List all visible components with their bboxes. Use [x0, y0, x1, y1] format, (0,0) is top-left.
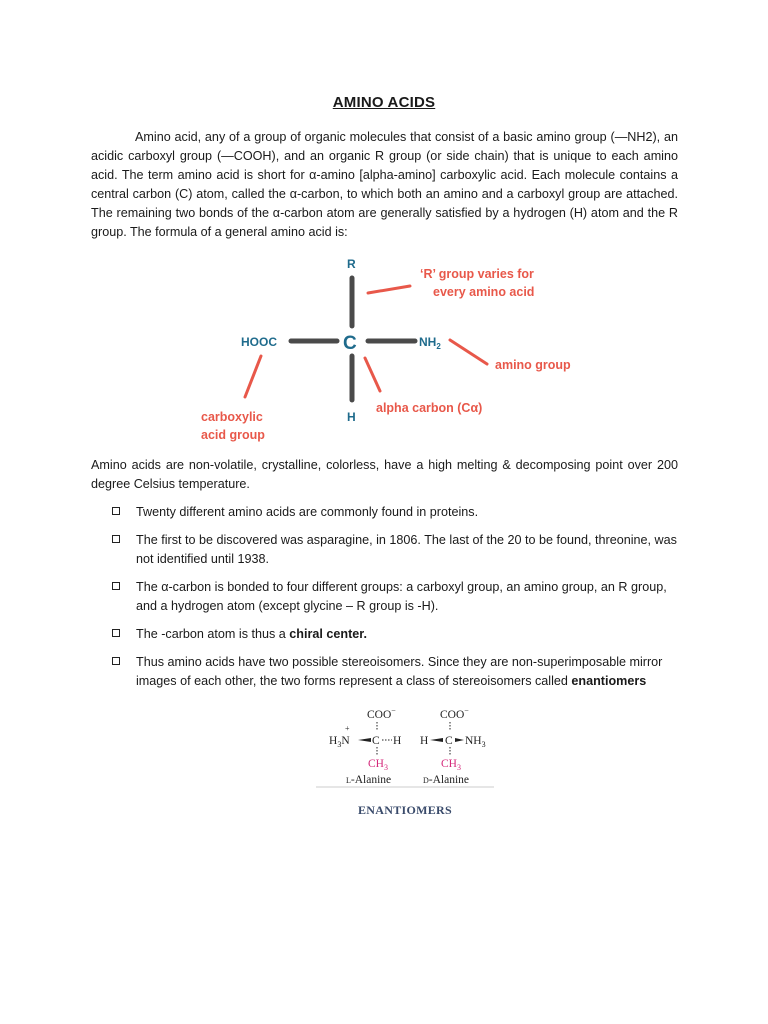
list-item-bold: enantiomers	[571, 674, 647, 688]
l-ch3: $CH_3$	[368, 758, 388, 772]
group-hooc: HOOC	[241, 335, 277, 349]
pointer-alpha	[365, 358, 380, 391]
enantiomers-figure	[312, 700, 502, 790]
alpha-carbon-note: alpha carbon (Cα)	[376, 401, 483, 415]
d-coo: COO−	[440, 706, 469, 721]
checkbox-bullet-icon	[112, 535, 120, 543]
list-item	[112, 578, 680, 616]
list-item	[112, 503, 680, 522]
list-item-text: The α-carbon is bonded to four different groups: a carboxyl group, an amino group, an R group, and a hydrogen atom (except glycine – R group is -H).	[136, 580, 667, 613]
list-item-text: The -carbon atom is thus a	[136, 627, 290, 641]
list-item	[112, 625, 680, 644]
l-alanine-label: L-Alanine	[346, 774, 392, 786]
list-item	[112, 653, 680, 691]
l-n-charge: +	[345, 724, 350, 733]
checkbox-bullet-icon	[112, 582, 120, 590]
list-item	[112, 531, 680, 569]
l-coo: COO−	[367, 706, 396, 721]
d-ch3: $CH_3$	[441, 758, 461, 772]
group-nh2: $NH_2$	[419, 335, 441, 351]
amino-acid-structure-diagram	[190, 250, 590, 450]
atom-c: C	[343, 333, 357, 354]
pointer-hooc	[245, 356, 261, 397]
checkbox-bullet-icon	[112, 507, 120, 515]
checkbox-bullet-icon	[112, 629, 120, 637]
d-c: C	[445, 735, 453, 747]
r-group-note-line1: ‘R’ group varies for	[420, 267, 534, 281]
l-h: H	[393, 735, 402, 747]
l-h3n: $H_3N$	[329, 735, 350, 749]
carboxyl-note-line1: carboxylic	[201, 410, 263, 424]
d-alanine-structure	[420, 706, 486, 786]
list-item-text: The first to be discovered was asparagine, in 1806. The last of the 20 to be found, threonine, was not identified until 1938.	[136, 533, 677, 566]
facts-list	[112, 503, 680, 700]
list-item-text: Twenty different amino acids are commonly found in proteins.	[136, 505, 479, 519]
amino-group-note: amino group	[495, 358, 571, 372]
intro-paragraph: Amino acid, any of a group of organic molecules that consist of a basic amino group (—NH2), an acidic carboxyl group (—COOH), and an organic R group (or side chain) that is unique to each amino acid. The term amino acid is short for α-amino [alpha-amino] carboxylic acid. Each molecule contains a central carbon (C) atom, called the α-carbon, to which both an amino and a carboxyl group are attached. The remaining two bonds of the α-carbon atom are generally satisfied by a hydrogen (H) atom and the R group. The formula of a general amino acid is:	[91, 130, 678, 239]
d-h: H	[420, 735, 429, 747]
pointer-r	[368, 286, 410, 293]
l-c: C	[372, 735, 380, 747]
pointer-nh2	[450, 340, 487, 364]
list-item-bold: chiral center.	[289, 627, 367, 641]
atom-h: H	[347, 410, 356, 424]
checkbox-bullet-icon	[112, 657, 120, 665]
l-alanine-structure	[329, 706, 401, 786]
carboxyl-note-line2: acid group	[201, 428, 265, 442]
d-alanine-label: D-Alanine	[423, 774, 470, 786]
atom-r: R	[347, 257, 356, 271]
properties-paragraph: Amino acids are non-volatile, crystalline, colorless, have a high melting & decomposing point over 200 degree Celsius temperature.	[91, 458, 678, 491]
enantiomers-caption: ENANTIOMERS	[358, 803, 452, 817]
d-nh3: $NH_3$	[465, 735, 486, 749]
page-title: AMINO ACIDS	[332, 94, 436, 111]
list-item-text: Thus amino acids have two possible stereoisomers. Since they are non-superimposable mirror images of each other, the two forms represent a class of stereoisomers called	[136, 655, 663, 688]
r-group-note-line2: every amino acid	[433, 285, 535, 299]
